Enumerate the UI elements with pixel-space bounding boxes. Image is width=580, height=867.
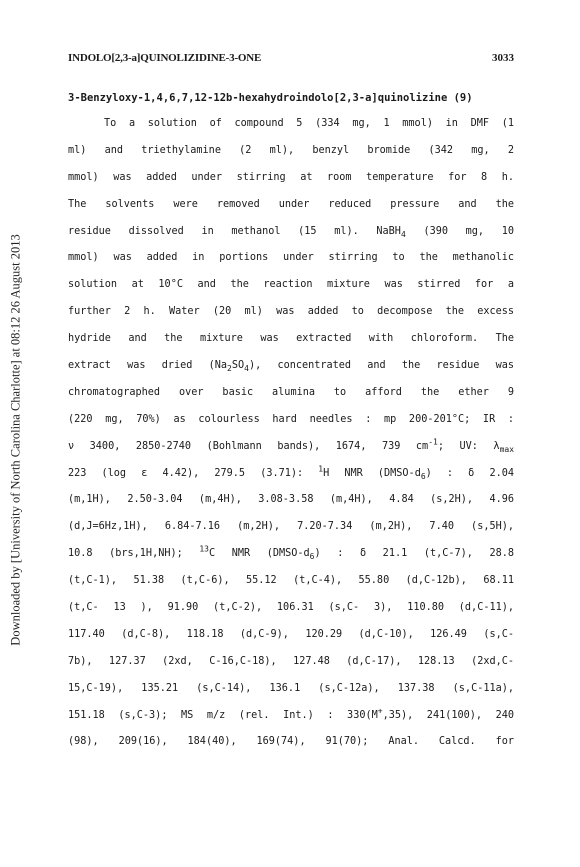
text-line: To a solution of compound 5 (334 mg, 1 mmol) in DMF (1 [104, 118, 514, 129]
superscript: + [377, 706, 383, 716]
text-span: 10.8 (brs,1H,NH); [68, 548, 200, 560]
text-span: ) : δ 21.1 (t,C-7), 28.8 [314, 548, 515, 560]
text-span: 151.18 (s,C-3); MS m/z (rel. Int.) : 330(M [68, 709, 378, 721]
subscript: max [499, 444, 515, 454]
download-watermark [6, 220, 26, 660]
text-span: (390 mg, 10 [405, 225, 514, 237]
text-span: SO [231, 360, 245, 372]
text-line: chromatographed over basic alumina to afford the ether 9 [68, 386, 514, 398]
subscript: 4 [244, 364, 249, 374]
text-line: 15,C-19), 135.21 (s,C-14), 136.1 (s,C-12a), 137.38 (s,C-11a), [68, 682, 514, 694]
text-line [68, 225, 514, 252]
text-line: mmol) was added in portions under stirring to the methanolic [68, 252, 514, 264]
subscript: 2 [227, 364, 232, 374]
text-span: ), concentrated and the residue was [248, 360, 514, 372]
subscript: 6 [309, 552, 315, 562]
text-span: ) : δ 2.04 [425, 467, 514, 479]
text-line [68, 464, 514, 494]
text-line: further 2 h. Water (20 ml) was added to decompose the excess [68, 306, 514, 318]
text-line: (t,C- 13 ), 91.90 (t,C-2), 106.31 (s,C- 3), 110.80 (d,C-11), [68, 602, 514, 614]
text-line: 7b), 127.37 (2xd, C-16,C-18), 127.48 (d,C-17), 128.13 (2xd,C- [68, 655, 514, 667]
text-line: (m,1H), 2.50-3.04 (m,4H), 3.08-3.58 (m,4H), 4.84 (s,2H), 4.96 [68, 494, 514, 506]
text-line [68, 437, 515, 467]
page-number: 3033 [492, 52, 514, 64]
text-line: (220 mg, 70%) as colourless hard needles : mp 200-201°C; IR : [68, 413, 514, 425]
text-span: C NMR (DMSO-d [208, 548, 310, 560]
download-watermark-text: Downloaded by [University of North Carolina Charlotte] at 08:12 26 August 2013 [8, 234, 23, 646]
text-span: ; UV: λ [437, 440, 500, 452]
text-line: solution at 10°C and the reaction mixture was stirred for a [68, 279, 514, 291]
text-line: 117.40 (d,C-8), 118.18 (d,C-9), 120.29 (d,C-10), 126.49 (s,C- [68, 628, 514, 640]
running-head-title: INDOLO[2,3-a]QUINOLIZIDINE-3-ONE [68, 52, 262, 64]
text-span: ,35), 241(100), 240 [382, 709, 514, 721]
text-span: ν 3400, 2850-2740 (Bohlmann bands), 1674, 739 cm [68, 440, 429, 452]
superscript: 1 [318, 464, 324, 474]
compound-heading: 3-Benzyloxy-1,4,6,7,12-12b-hexahydroindolo[2,3-a]quinolizine (9) [68, 92, 473, 104]
text-line: (t,C-1), 51.38 (t,C-6), 55.12 (t,C-4), 55.80 (d,C-12b), 68.11 [68, 575, 514, 587]
text-line: mmol) was added under stirring at room temperature for 8 h. [68, 171, 514, 183]
text-span: H NMR (DMSO-d [323, 467, 421, 479]
text-line [68, 544, 515, 574]
text-line [68, 359, 514, 386]
text-line: (d,J=6Hz,1H), 6.84-7.16 (m,2H), 7.20-7.34 (m,2H), 7.40 (s,5H), [68, 521, 514, 533]
text-line: The solvents were removed under reduced pressure and the [68, 198, 514, 210]
text-span: 223 (log ε 4.42), 279.5 (3.71): [68, 467, 319, 479]
text-line: (98), 209(16), 184(40), 169(74), 91(70); Anal. Calcd. for [68, 736, 514, 748]
text-line [68, 706, 514, 736]
text-span: extract was dried (Na [68, 360, 228, 372]
subscript: 6 [420, 471, 426, 481]
experimental-paragraph [68, 117, 514, 762]
text-span: residue dissolved in methanol (15 ml). NaBH [68, 225, 401, 237]
text-line: ml) and triethylamine (2 ml), benzyl bromide (342 mg, 2 [68, 144, 514, 156]
text-line: hydride and the mixture was extracted with chloroform. The [68, 333, 514, 345]
superscript: -1 [428, 437, 438, 447]
superscript: 13 [199, 544, 209, 554]
subscript: 4 [400, 229, 406, 239]
